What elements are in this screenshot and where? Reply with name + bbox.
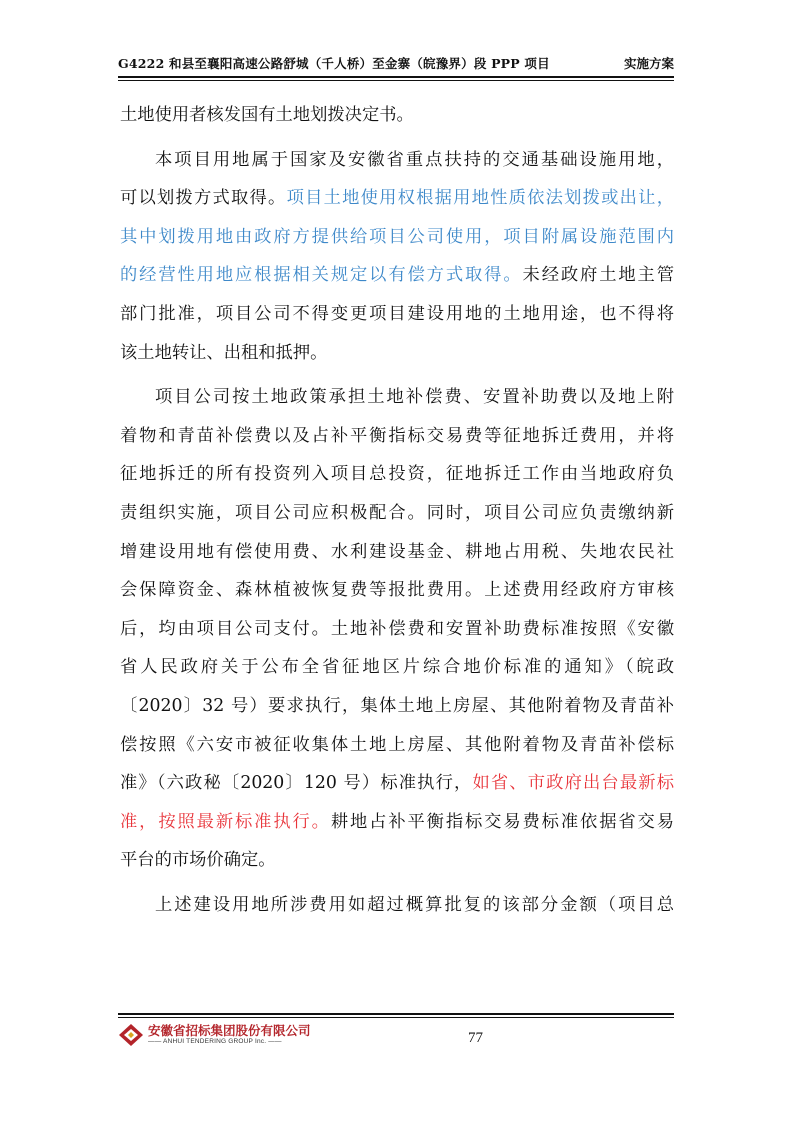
text-segment: 偿按照《六安市被征收集体土地上房屋、其他附着物及青苗补偿标 [120, 734, 674, 755]
text-segment: 项目公司按土地政策承担土地补偿费、安置补助费以及地上附 [155, 387, 674, 408]
highlighted-text-red: 准，按照最新标准执行。 [120, 811, 331, 832]
highlighted-text-blue: 其中划拨用地由政府方提供给项目公司使用，项目附属设施范围内 [120, 226, 674, 247]
text-line [120, 256, 674, 295]
text-line [120, 533, 674, 572]
text-line [120, 378, 674, 417]
header-rule [118, 76, 674, 78]
text-line [120, 726, 674, 765]
text-segment: 增建设用地有偿使用费、水利建设基金、耕地占用税、失地农民社 [120, 541, 674, 562]
text-line [120, 334, 674, 373]
header-title: G4222 和县至襄阳高速公路舒城（千人桥）至金寨（皖豫界）段 PPP 项目 [118, 56, 550, 71]
text-segment: 省人民政府关于公布全省征地区片综合地价标准的通知》（皖政 [120, 657, 674, 678]
text-segment: 本项目用地属于国家及安徽省重点扶持的交通基础设施用地， [155, 149, 674, 170]
text-line [120, 141, 674, 180]
text-line [120, 494, 674, 533]
text-line [120, 295, 674, 334]
text-line [120, 218, 674, 257]
text-segment: 会保障资金、森林植被恢复费等报批费用。上述费用经政府方审核 [120, 580, 674, 601]
text-segment: 平台的市场价确定。 [120, 850, 276, 871]
text-line [120, 841, 674, 880]
company-logo-icon [118, 1023, 144, 1047]
text-line [120, 886, 674, 925]
highlighted-text-blue: 的经营性用地应根据相关规定以有偿方式取得。 [120, 265, 523, 286]
header-rule-thin [118, 80, 674, 81]
text-segment: 着物和青苗补偿费以及占补平衡指标交易费等征地拆迁费用，并将 [120, 425, 674, 446]
text-line [120, 455, 674, 494]
text-segment: 〔2020〕32 号）要求执行，集体土地上房屋、其他附着物及青苗补 [120, 695, 674, 716]
text-line [120, 803, 674, 842]
text-segment: 耕地占补平衡指标交易费标准依据省交易 [330, 811, 674, 832]
company-logo [118, 1021, 348, 1049]
text-segment: 责组织实施，项目公司应积极配合。同时，项目公司应负责缴纳新 [120, 502, 674, 523]
text-line [120, 764, 674, 803]
page-number: 77 [468, 1030, 483, 1046]
text-segment: 后，均由项目公司支付。土地补偿费和安置补助费标准按照《安徽 [120, 618, 674, 639]
company-name-en: —— ANHUI TENDERING GROUP Inc. —— [148, 1038, 282, 1045]
highlighted-text-red: 如省、市政府出台最新标 [472, 773, 674, 794]
page-header [118, 50, 674, 72]
text-line [120, 648, 674, 687]
text-line [120, 417, 674, 456]
footer-rule-thin [118, 1017, 674, 1018]
text-segment: 准》（六政秘〔2020〕120 号）标准执行， [120, 773, 473, 794]
text-line [120, 610, 674, 649]
text-segment: 该土地转让、出租和抵押。 [120, 342, 328, 363]
text-segment: 上述建设用地所涉费用如超过概算批复的该部分金额（项目总 [155, 894, 674, 915]
company-name-cn: 安徽省招标集团股份有限公司 [148, 1023, 311, 1038]
text-line [120, 571, 674, 610]
text-segment: 征地拆迁的所有投资列入项目总投资，征地拆迁工作由当地政府负 [120, 464, 674, 485]
text-line [120, 179, 674, 218]
text-segment: 土地使用者核发国有土地划拨决定书。 [120, 105, 414, 125]
document-body [120, 96, 674, 924]
text-line [120, 96, 674, 135]
text-segment: 可以划拨方式取得。 [120, 188, 287, 209]
footer-rule [118, 1013, 674, 1015]
highlighted-text-blue: 项目土地使用权根据用地性质依法划拨或出让， [286, 188, 674, 209]
header-section-label: 实施方案 [623, 56, 674, 71]
text-segment: 未经政府土地主管 [522, 265, 674, 286]
text-line [120, 687, 674, 726]
text-segment: 部门批准，项目公司不得变更项目建设用地的土地用途，也不得将 [120, 303, 674, 324]
